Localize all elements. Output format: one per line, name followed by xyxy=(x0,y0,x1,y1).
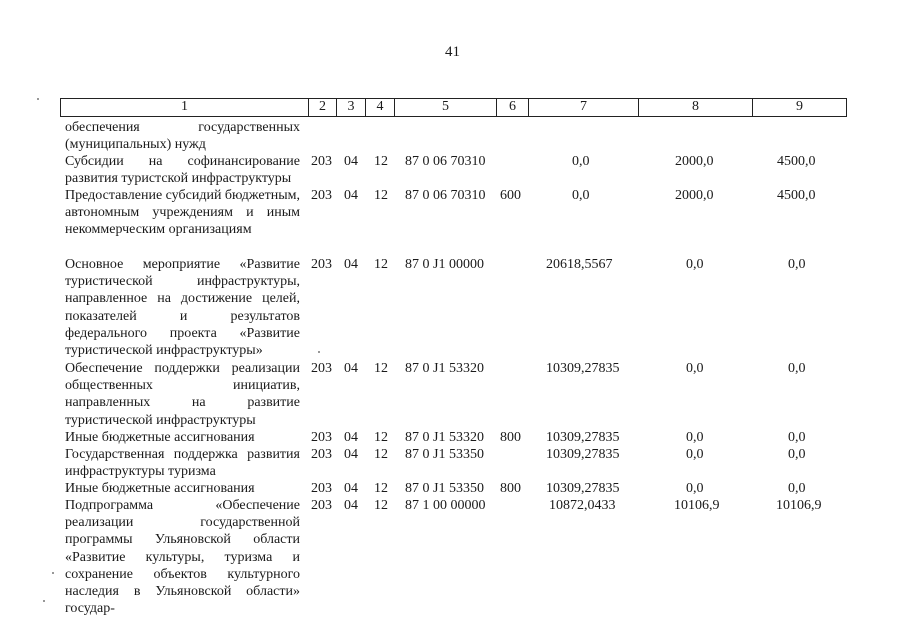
cell-amount-2: 10106,9 xyxy=(674,498,720,513)
cell-amount-2: 2000,0 xyxy=(675,154,714,169)
cell-code: 203 xyxy=(311,257,332,272)
cell-amount-1: 0,0 xyxy=(572,154,590,169)
cell-subsection: 12 xyxy=(374,188,388,203)
header-col-4: 4 xyxy=(365,99,394,116)
cell-section: 04 xyxy=(344,430,358,445)
cell-section: 04 xyxy=(344,481,358,496)
cell-amount-2: 0,0 xyxy=(686,430,704,445)
cell-code: 203 xyxy=(311,430,332,445)
cell-amount-2: 0,0 xyxy=(686,481,704,496)
cell-amount-1: 10872,0433 xyxy=(549,498,616,513)
cell-target: 87 0 J1 00000 xyxy=(405,257,484,272)
cell-subsection: 12 xyxy=(374,430,388,445)
cell-amount-3: 0,0 xyxy=(788,430,806,445)
cell-amount-2: 0,0 xyxy=(686,257,704,272)
cell-target: 87 0 J1 53350 xyxy=(405,481,484,496)
cell-amount-1: 10309,27835 xyxy=(546,361,620,376)
cell-target: 87 0 06 70310 xyxy=(405,188,486,203)
cell-section: 04 xyxy=(344,188,358,203)
cell-subsection: 12 xyxy=(374,447,388,462)
cell-code: 203 xyxy=(311,481,332,496)
cell-amount-1: 10309,27835 xyxy=(546,481,620,496)
row-description: обеспечения государственных (муниципальных) нужд xyxy=(65,120,300,153)
scan-speck xyxy=(318,351,320,353)
cell-target: 87 1 00 00000 xyxy=(405,498,486,513)
row-description: Иные бюджетные ассигнования xyxy=(65,430,255,445)
row-description: Обеспечение поддержки реализации общественных инициатив, направленных на развитие туристической инфраструктуры xyxy=(65,361,300,428)
cell-target: 87 0 J1 53320 xyxy=(405,430,484,445)
row-description: Предоставление субсидий бюджетным, автономным учреждениям и иным некоммерческим организациям xyxy=(65,188,301,238)
cell-amount-3: 0,0 xyxy=(788,361,806,376)
row-description: Иные бюджетные ассигнования xyxy=(65,481,255,496)
cell-amount-3: 0,0 xyxy=(788,257,806,272)
page-number: 41 xyxy=(445,44,460,60)
header-col-2: 2 xyxy=(308,99,336,116)
header-col-8: 8 xyxy=(638,99,752,116)
cell-target: 87 0 J1 53320 xyxy=(405,361,484,376)
header-col-3: 3 xyxy=(336,99,365,116)
header-col-9: 9 xyxy=(752,99,846,116)
cell-subsection: 12 xyxy=(374,154,388,169)
cell-code: 203 xyxy=(311,188,332,203)
cell-section: 04 xyxy=(344,257,358,272)
cell-amount-2: 0,0 xyxy=(686,361,704,376)
cell-subsection: 12 xyxy=(374,481,388,496)
cell-amount-3: 0,0 xyxy=(788,481,806,496)
cell-code: 203 xyxy=(311,154,332,169)
cell-amount-3: 4500,0 xyxy=(777,188,816,203)
cell-target: 87 0 06 70310 xyxy=(405,154,486,169)
cell-subsection: 12 xyxy=(374,361,388,376)
cell-code: 203 xyxy=(311,447,332,462)
cell-subsection: 12 xyxy=(374,498,388,513)
cell-type: 800 xyxy=(500,481,521,496)
row-description: Субсидии на софинансирование развития туристской инфраструктуры xyxy=(65,154,300,187)
scan-speck xyxy=(52,572,54,574)
cell-type: 800 xyxy=(500,430,521,445)
cell-section: 04 xyxy=(344,447,358,462)
cell-amount-3: 0,0 xyxy=(788,447,806,462)
cell-amount-3: 10106,9 xyxy=(776,498,822,513)
row-description: Основное мероприятие «Развитие туристической инфраструктуры, направленное на достижение целей, показателей и результатов федерального проекта «Развитие туристической инфраструктуры» xyxy=(65,257,300,359)
cell-code: 203 xyxy=(311,361,332,376)
cell-amount-1: 20618,5567 xyxy=(546,257,613,272)
row-description: Подпрограмма «Обеспечение реализации государственной программы Ульяновской области «Развитие культуры, туризма и сохранение объектов культурного наследия в Ульяновской области» государ- xyxy=(65,498,300,617)
cell-amount-1: 10309,27835 xyxy=(546,430,620,445)
cell-amount-1: 10309,27835 xyxy=(546,447,620,462)
cell-amount-2: 0,0 xyxy=(686,447,704,462)
cell-subsection: 12 xyxy=(374,257,388,272)
header-col-7: 7 xyxy=(528,99,638,116)
cell-section: 04 xyxy=(344,498,358,513)
cell-code: 203 xyxy=(311,498,332,513)
cell-target: 87 0 J1 53350 xyxy=(405,447,484,462)
cell-amount-3: 4500,0 xyxy=(777,154,816,169)
cell-amount-1: 0,0 xyxy=(572,188,590,203)
header-col-1: 1 xyxy=(181,99,188,114)
row-description: Государственная поддержка развития инфраструктуры туризма xyxy=(65,447,300,480)
cell-amount-2: 2000,0 xyxy=(675,188,714,203)
header-col-6: 6 xyxy=(496,99,528,116)
scan-speck xyxy=(43,600,45,602)
cell-section: 04 xyxy=(344,154,358,169)
cell-section: 04 xyxy=(344,361,358,376)
cell-type: 600 xyxy=(500,188,521,203)
header-col-5: 5 xyxy=(394,99,496,116)
scan-speck xyxy=(37,98,39,100)
table-header xyxy=(60,98,847,117)
